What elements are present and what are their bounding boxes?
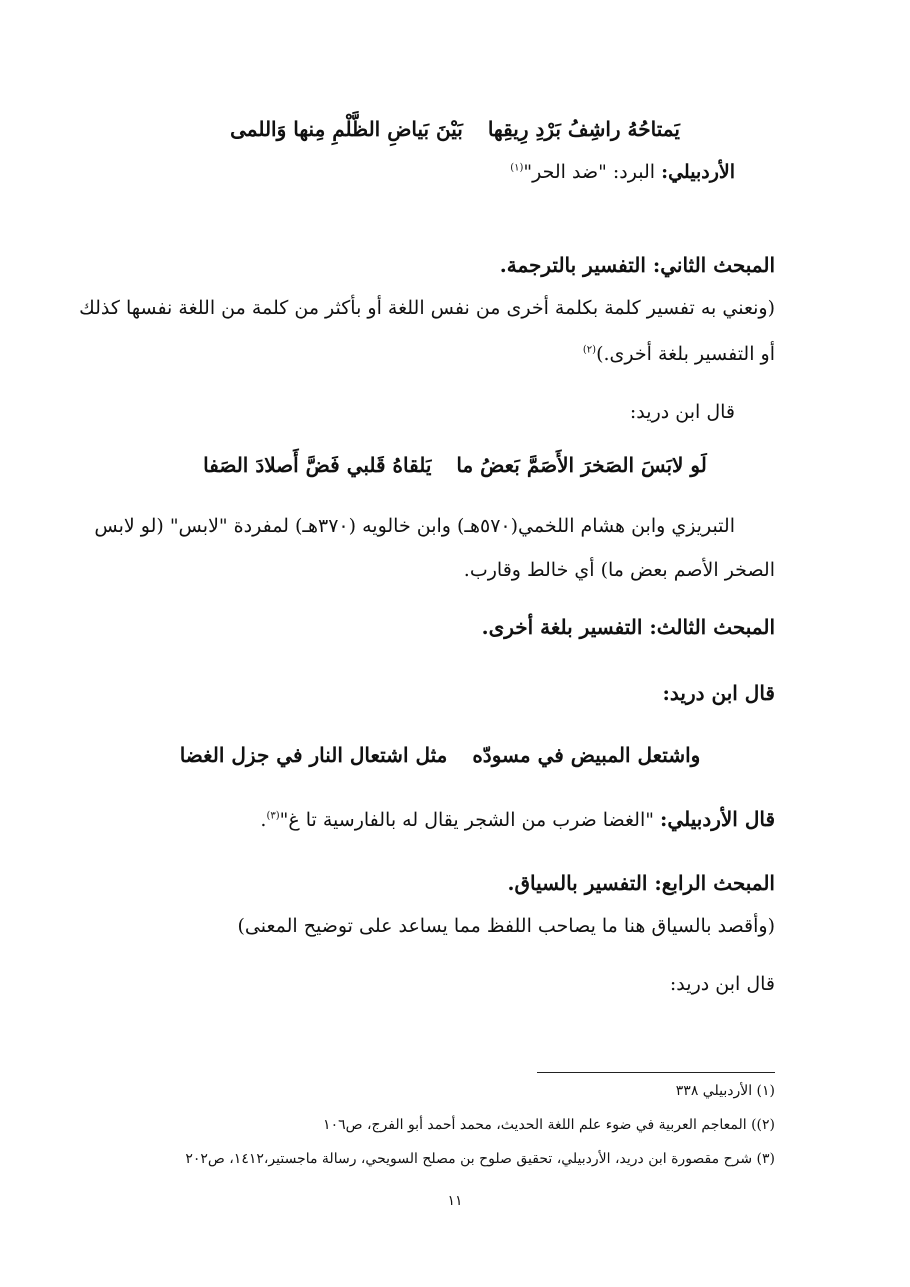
section-4-title: المبحث الرابع: التفسير بالسياق.	[507, 871, 775, 895]
verse-3	[0, 742, 910, 768]
definition-2-line-1: (ونعني به تفسير كلمة بكلمة أخرى من نفس اللغة أو بأكثر من كلمة من اللغة نفسها كذلك	[79, 297, 775, 319]
section-3-title: المبحث الثالث: التفسير بلغة أخرى.	[481, 615, 775, 639]
verse-2	[0, 452, 910, 478]
definition-2-text: أو التفسير بلغة أخرى.)	[596, 343, 775, 365]
paragraph-2-line-2: الصخر الأصم بعض ما) أي خالط وقارب.	[463, 559, 775, 581]
paragraph-2-line-1: التبريزي وابن هشام اللخمي(٥٧٠هـ) وابن خالويه (٣٧٠هـ) لمفردة "لابس" (لو لابس	[94, 515, 735, 537]
qal-ibn-durayd-3: قال ابن دريد:	[669, 973, 775, 995]
verse-1-second-hemistich: بَيْنَ بَياضِ الظَّلْمِ مِنها وَاللمى	[230, 117, 463, 141]
ardabili-end: .	[260, 809, 267, 831]
verse-3-first-hemistich: واشتعل المبيض في مسودّه	[472, 743, 701, 767]
footnote-ref-3: (٣)	[266, 810, 280, 822]
definition-4: (وأقصد بالسياق هنا ما يصاحب اللفظ مما يساعد على توضيح المعنى)	[237, 915, 775, 937]
verse-1	[0, 116, 910, 142]
ardabili-text-2: "الغضا ضرب من الشجر يقال له بالفارسية تا غ"	[279, 809, 661, 831]
footnote-ref-1: (١)	[510, 162, 524, 174]
verse-2-first-hemistich: لَو لابَسَ الصَخرَ الأَصَمَّ بَعضُ ما	[456, 453, 707, 477]
ardabili-text: البرد: "ضد الحر"	[523, 161, 662, 183]
verse-3-second-hemistich: مثل اشتعال النار في جزل الغضا	[179, 743, 448, 767]
verse-1-first-hemistich: يَمتاحُهُ راشِفُ بَرْدِ رِيقِها	[487, 117, 680, 141]
page-number: ١١	[447, 1193, 463, 1209]
definition-2-line-2	[583, 342, 775, 367]
footnote-2: (٢)) المعاجم العربية في ضوء علم اللغة الحديث، محمد أحمد أبو الفرج، ص١٠٦	[323, 1117, 775, 1133]
ardabili-note-2	[260, 806, 775, 833]
footnote-separator	[537, 1072, 775, 1073]
ardabili-label-2: قال الأردبيلي:	[660, 807, 775, 831]
ardabili-label: الأردبيلي:	[661, 161, 735, 183]
verse-2-second-hemistich: يَلقاهُ قَلبي فَضَّ أَصلادَ الصَفا	[203, 453, 432, 477]
footnote-3: (٣) شرح مقصورة ابن دريد، الأردبيلي، تحقيق صلوح بن مصلح السويحي، رسالة ماجستير،١٤١٢، ص٢٠٢	[185, 1151, 775, 1167]
footnote-1: (١) الأردبيلي ٣٣٨	[675, 1083, 775, 1099]
qal-ibn-durayd-2: قال ابن دريد:	[662, 681, 775, 705]
footnote-ref-2: (٢)	[582, 344, 597, 356]
qal-ibn-durayd-1: قال ابن دريد:	[629, 401, 735, 423]
section-2-title: المبحث الثاني: التفسير بالترجمة.	[499, 253, 775, 277]
ardabili-note-1	[510, 160, 735, 185]
